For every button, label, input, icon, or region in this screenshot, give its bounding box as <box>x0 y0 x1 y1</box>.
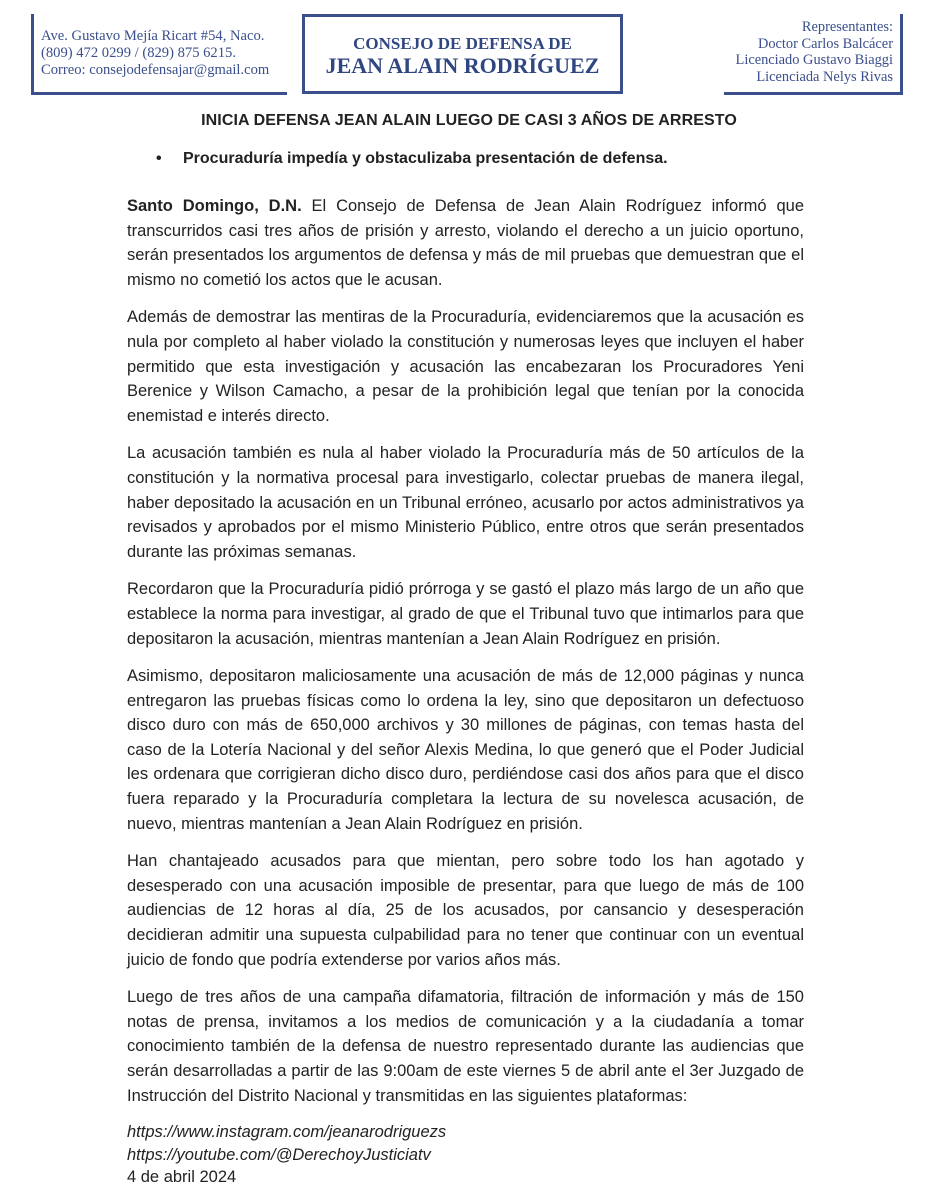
links-section <box>127 1121 804 1189</box>
organization-name-line2: JEAN ALAIN RODRÍGUEZ <box>325 53 600 78</box>
bullet-icon: • <box>156 150 162 167</box>
organization-name-line1: CONSEJO DE DEFENSA DE <box>353 34 572 53</box>
dateline: Santo Domingo, D.N. <box>127 197 302 215</box>
contact-lines <box>41 28 269 79</box>
paragraph: Recordaron que la Procuraduría pidió prórroga y se gastó el plazo más largo de un año que establece la norma para investigar, al grado de que el Tribunal tuvo que intimarlos para que depositaron la acusación, mientras mantenían a Jean Alain Rodríguez en prisión. <box>127 580 804 648</box>
paragraph: Además de demostrar las mentiras de la Procuraduría, evidenciaremos que la acusación es nula por completo al haber violado la constitución y numerosas leyes que incluyen el haber permitido que esta investigación y acusación las encabezaran los Procuradores Yeni Berenice y Wilson Camacho, a pesar de la prohibición legal que tenían por la conocida enemistad e interés directo. <box>127 308 804 425</box>
contact-box <box>31 14 287 95</box>
representatives-lines <box>736 19 893 85</box>
paragraph: Asimismo, depositaron maliciosamente una acusación de más de 12,000 páginas y nunca entregaron las pruebas físicas como lo ordena la ley, sino que depositaron un defectuoso disco duro con más de 650,000 archivos y 30 millones de páginas, con temas hasta del caso de la Lotería Nacional y del señor Alexis Medina, lo que generó que el Poder Judicial les ordenara que corrigieran dicho disco duro, perdiéndose casi dos años para que el disco fuera reparado y la Procuraduría completara la lectura de su novelesca acusación, de nuevo, mientras mantenían a Jean Alain Rodríguez en prisión. <box>127 667 804 833</box>
instagram-link[interactable]: https://www.instagram.com/jeanarodriguezs <box>127 1123 447 1142</box>
article-body <box>127 194 804 1189</box>
subheadline-text: Procuraduría impedía y obstaculizaba presentación de defensa. <box>183 150 668 167</box>
representative-name: Licenciado Gustavo Biaggi <box>735 52 893 69</box>
release-date: 4 de abril 2024 <box>127 1168 237 1187</box>
press-release-headline: INICIA DEFENSA JEAN ALAIN LUEGO DE CASI 3 AÑOS DE ARRESTO <box>201 112 737 129</box>
paragraph <box>127 194 804 292</box>
youtube-link[interactable]: https://youtube.com/@DerechoyJusticiatv <box>127 1145 431 1164</box>
representative-name: Doctor Carlos Balcácer <box>757 35 893 52</box>
contact-email: Correo: consejodefensajar@gmail.com <box>41 62 270 78</box>
representatives-box <box>724 14 903 95</box>
paragraph: Han chantajeado acusados para que mientan, pero sobre todo los han agotado y desesperado con una acusación imposible de presentar, para que luego de más de 100 audiencias de 12 horas al día, 25 de los acusados, por cansancio y desesperación decidieran admitir una supuesta culpabilidad para no tener que continuar con un eventual juicio de fondo que podría extenderse por varios años más. <box>127 852 804 969</box>
contact-address: Ave. Gustavo Mejía Ricart #54, Naco. <box>41 28 265 44</box>
letterhead <box>0 0 938 100</box>
contact-phones: (809) 472 0299 / (829) 875 6215. <box>41 45 236 61</box>
representatives-heading: Representantes: <box>801 19 893 35</box>
paragraph: La acusación también es nula al haber violado la Procuraduría más de 50 artículos de la constitución y la normativa procesal para investigarlo, colectar pruebas de manera ilegal, haber depositado la acusación en un Tribunal erróneo, acusarlo por actos administrativos ya revisados y aprobados por el mismo Ministerio Público, entre otros que serán presentados durante las próximas semanas. <box>127 444 804 561</box>
organization-box <box>302 14 623 94</box>
representative-name: Licenciada Nelys Rivas <box>756 68 893 85</box>
paragraph-text: El Consejo de Defensa de Jean Alain Rodríguez informó que transcurridos casi tres años de prisión y arresto, violando el derecho a un juicio oportuno, serán presentados los argumentos de defensa y más de mil pruebas que demuestran que el mismo no cometió los actos que le acusan. <box>127 197 804 289</box>
paragraph: Luego de tres años de una campaña difamatoria, filtración de información y más de 150 notas de prensa, invitamos a los medios de comunicación y a la ciudadanía a tomar conocimiento también de la defensa de nuestro representado durante las audiencias que serán desarrolladas a partir de las 9:00am de este viernes 5 de abril ante el 3er Juzgado de Instrucción del Distrito Nacional y transmitidas en las siguientes plataformas: <box>127 988 804 1105</box>
